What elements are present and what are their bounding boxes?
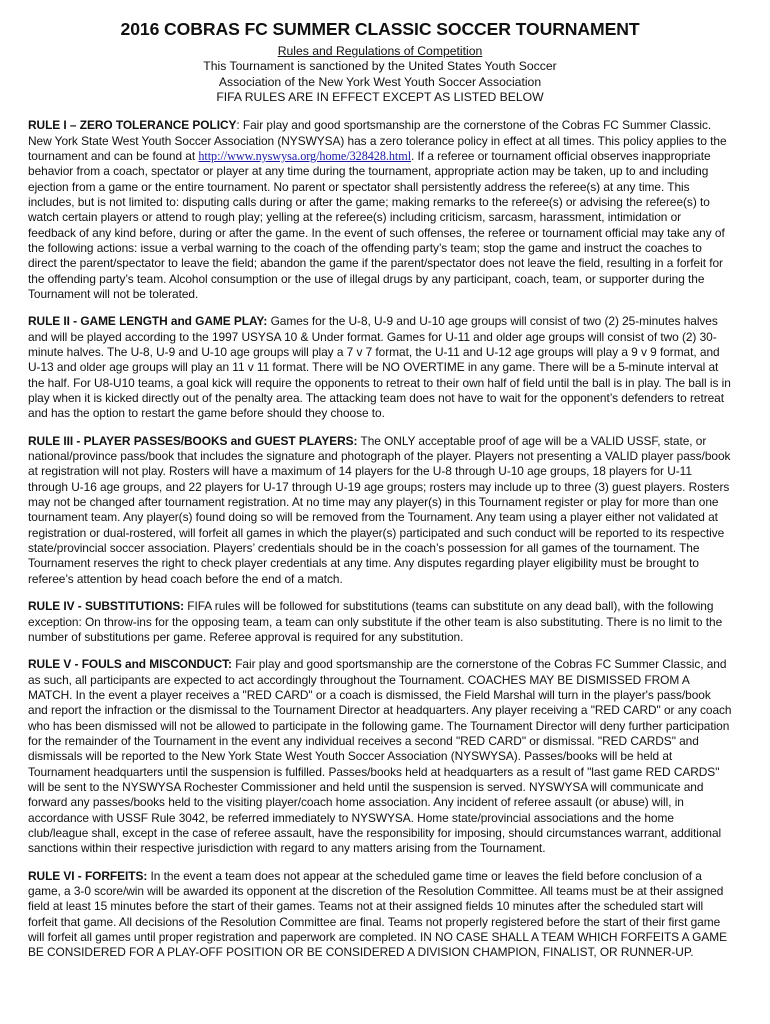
rule-5-text: Fair play and good sportsmanship are the cornerstone of the Cobras FC Summer Classic, and as such, all participants are expected to act accordingly throughout the Tournament. COACHES MAY BE DISMISSED FROM A MATCH. In the event a player receives a "RED CARD" or a coach is dismissed, the Field Marshal will turn in the player's pass/book and report the infraction or the dismissal to the Tournament Director at headquarters. Any player receiving a "RED CARD" or any coach who has been dismissed will not be allowed to participate in the following game. The Tournament Director will deny further participation for the remainder of the Tournament in the event any individual receives a second "RED CARD" or dismissal. "RED CARDS" and dismissals will be reported to the New York State West Youth Soccer Association (NYSWYSA). Passes/books will be held at Tournament headquarters until the suspension is fulfilled. Passes/books held at headquarters as a result of "last game RED CARDS" will be sent to the NYSWYSA Rochester Commissioner and held until the suspension is served. NYSWYSA will communicate and forward any passes/books held to the visiting player/coach home association. Any incident of referee assault (or abuse) will, in accordance with USSF Rule 3042, be referred immediately to NYSWYSA. Home state/provincial associations and the home club/league shall, except in the case of referee assault, have the responsibility for imposing, should circumstances warrant, additional sanctions within their respective jurisdiction with regard to any matters arising from the Tournament. [28, 657, 732, 856]
rule-2-text: Games for the U-8, U-9 and U-10 age groups will consist of two (2) 25-minutes halves and will be played according to the 1997 USYSA 10 & Under format. Games for U-11 and older age groups will consist of two (2) 30-minute halves. The U-8, U-9 and U-10 age groups will play a 7 v 7 format, the U-11 and U-12 age groups will play a 9 v 9 format, and U-13 and older age groups will play an 11 v 11 format. There will be NO OVERTIME in any game. There will be a 5-minute interval at the half. For U8-U10 teams, a goal kick will require the opponents to retreat to their own half of field until the ball is in play. The ball is in play when it is kicked directly out of the penalty area. The attacking team does not have to wait for the opponent’s defenders to retreat and has the option to restart the game before should they choose to. [28, 314, 731, 421]
fifa-rules-line: FIFA RULES ARE IN EFFECT EXCEPT AS LISTED BELOW [216, 89, 544, 104]
rule-6-heading: RULE VI - FORFEITS: [28, 868, 148, 883]
sanction-line-1: This Tournament is sanctioned by the United States Youth Soccer [203, 59, 557, 74]
rule-1-paragraph [28, 118, 732, 302]
document-subtitle: Rules and Regulations of Competition [277, 44, 483, 58]
rule-4-heading: RULE IV - SUBSTITUTIONS: [28, 599, 185, 614]
rule-6-text: In the event a team does not appear at the scheduled game time or leaves the field before conclusion of a game, a 3-0 score/win will be awarded its opponent at the discretion of the Resolution Committee. All teams must be at their assigned field at least 15 minutes before the start of their games. Teams not at their assigned fields 10 minutes after the scheduled start will forfeit that game. All decisions of the Resolution Committee are final. Teams not properly registered before the start of their first game will forfeit all games until proper registration and paperwork are completed. IN NO CASE SHALL A TEAM WHICH FORFEITS A GAME BE CONSIDERED FOR A PLAY-OFF POSITION OR BE CONSIDERED A DIVISION CHAMPION, FINALIST, OR RUNNER-UP. [28, 868, 727, 960]
rule-5-heading: RULE V - FOULS and MISCONDUCT: [28, 657, 232, 672]
rule-5-paragraph [28, 657, 732, 856]
rule-3-paragraph [28, 434, 732, 587]
zero-tolerance-policy-link[interactable]: http://www.nyswysa.org/home/328428.html [198, 148, 412, 163]
rule-6-paragraph [28, 869, 732, 961]
sanction-line-2: Association of the New York West Youth Soccer Association [218, 74, 542, 89]
document-title: 2016 COBRAS FC SUMMER CLASSIC SOCCER TOURNAMENT [120, 19, 640, 39]
rule-2-paragraph [28, 314, 732, 421]
rule-1-text-b: . If a referee or tournament official observes inappropriate behavior from a coach, spectator or player at any time during the tournament, appropriate action may be taken, up to and including ejection from a game or the entire tournament. No parent or spectator shall persistently address the referee(s) at any time. This includes, but is not limited to: disputing calls during or after the game; making remarks to the referee(s) or advising the referee(s) to watch certain players or attend to rough play; yelling at the referee(s) including criticism, sarcasm, harassment, intimidation or feedback of any kind before, during or after the game. In the event of such offenses, the referee or tournament official may take any of the following actions: issue a verbal warning to the coach of the offending party’s team; stop the game and instruct the coaches to direct the parent/spectator to leave the field; abandon the game if the parent/spectator does not leave the field, resulting in a forfeit for the offending party’s team. Alcohol consumption or the use of illegal drugs by any participant, coach, team, or supporter during the Tournament will not be tolerated. [28, 148, 725, 301]
rule-4-text: FIFA rules will be followed for substitutions (teams can substitute on any dead ball), with the following exception: On throw-ins for the opposing team, a team can only substitute if the other team is also substituting. There is no limit to the number of substitutions per game. Referee approval is required for any substitution. [28, 599, 723, 644]
rule-1-heading: RULE I – ZERO TOLERANCE POLICY [28, 118, 237, 133]
rule-2-heading: RULE II - GAME LENGTH and GAME PLAY: [28, 314, 268, 329]
rule-1-text-a: : Fair play and good sportsmanship are the cornerstone of the Cobras FC Summer Classic. New York State West Youth Soccer Association (NYSWYSA) has a zero tolerance policy in effect at all times. This policy applies to the tournament and can be found at [28, 118, 727, 163]
document-header [28, 44, 732, 105]
rule-3-text: The ONLY acceptable proof of age will be a VALID USSF, state, or national/province pass/book that includes the signature and photograph of the player. Players not presenting a VALID player pass/book at registration will not play. Rosters will have a maximum of 14 players for the U-8 through U-10 age groups, 18 players for U-11 through U-16 age groups, and 22 players for U-17 through U-19 age groups; rosters may include up to three (3) guest players. Rosters may not be changed after tournament registration. At no time may any player(s) in this Tournament register or play for more than one tournament team. Any player(s) found doing so will be removed from the Tournament. Any team using a player either not validated at registration or dual-rostered, will forfeit all games in which the player(s) participated and such conduct will be reported to its respective state/provincial soccer association. Players’ credentials should be in the coach’s possession for all games of the tournament. The Tournament reserves the right to check player credentials at any time. Any disputes regarding player eligibility must be brought to referee’s attention by head coach before the end of a match. [28, 433, 731, 586]
rule-3-heading: RULE III - PLAYER PASSES/BOOKS and GUEST PLAYERS: [28, 433, 358, 448]
rule-4-paragraph [28, 599, 732, 645]
